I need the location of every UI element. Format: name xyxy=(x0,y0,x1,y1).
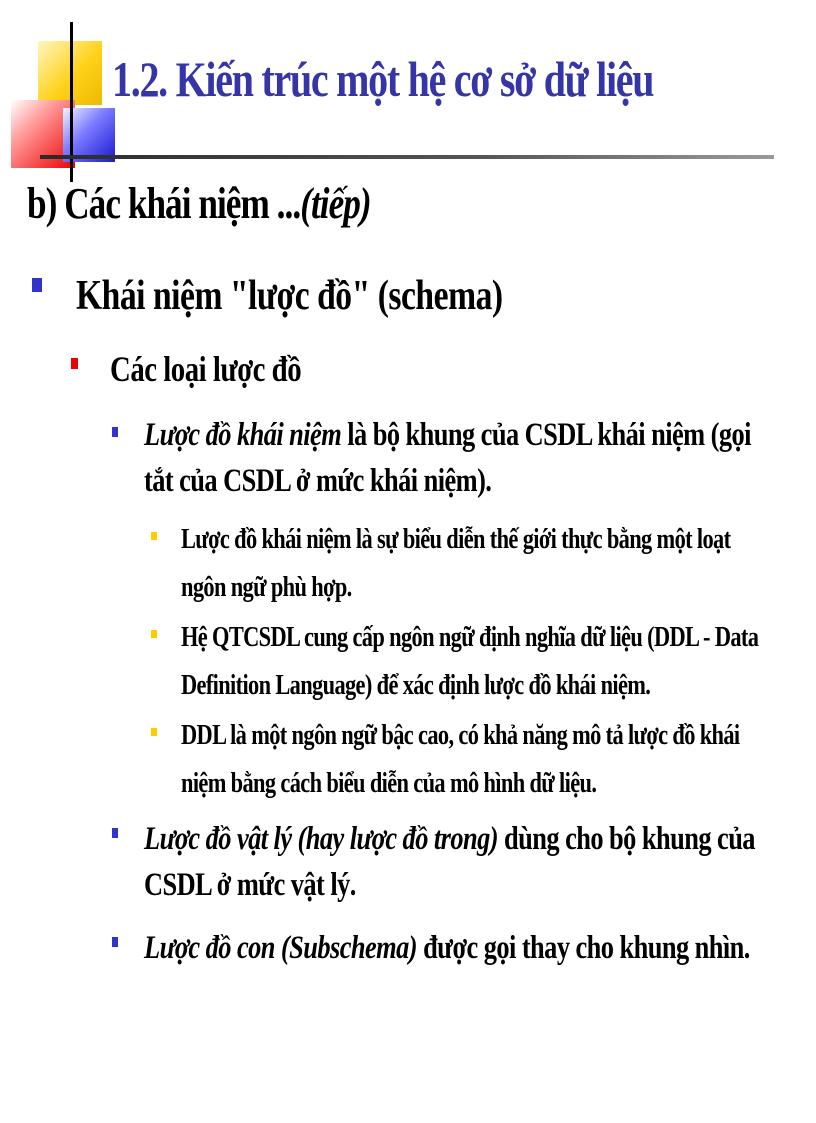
item-desc: là bộ khung của CSDL khái niệm (gọi tắt của CSDL ở mức khái niệm). xyxy=(144,417,751,499)
item-desc: dùng cho bộ khung của CSDL ở mức vật lý. xyxy=(144,821,755,903)
item-conceptual-schema xyxy=(144,412,768,504)
level4-bullet xyxy=(151,630,157,638)
subheading-main: b) Các khái niệm ... xyxy=(27,179,301,228)
level3-bullet xyxy=(112,427,118,437)
level2-text: Các loại lược đồ xyxy=(110,349,302,389)
level2-bullet xyxy=(71,358,78,369)
level4-bullet xyxy=(151,728,157,736)
item-subschema xyxy=(144,925,768,971)
subitem-3: DDL là một ngôn ngữ bậc cao, có khả năng mô tả lược đồ khái niệm bằng cách biểu diễn của mô hình dữ liệu. xyxy=(181,720,740,799)
item-term: Lược đồ vật lý (hay lược đồ trong) xyxy=(144,821,499,857)
level1-bullet xyxy=(32,278,42,292)
item-physical-schema xyxy=(144,816,768,908)
level4-bullet xyxy=(151,532,157,540)
subitem-1: Lược đồ khái niệm là sự biểu diễn thế giới thực bằng một loạt ngôn ngữ phù hợp. xyxy=(181,524,731,603)
item-term: Lược đồ con (Subschema) xyxy=(144,930,418,966)
level3-bullet xyxy=(112,828,118,838)
section-subheading xyxy=(27,180,371,228)
title-underline xyxy=(40,155,774,159)
level1-text: Khái niệm "lược đồ" (schema) xyxy=(76,273,503,319)
subheading-continued: (tiếp) xyxy=(300,179,371,228)
subitem-2: Hệ QTCSDL cung cấp ngôn ngữ định nghĩa dữ liệu (DDL - Data Definition Language) để xác định lược đồ khái niệm. xyxy=(181,622,759,701)
level3-bullet xyxy=(112,937,118,947)
item-desc: được gọi thay cho khung nhìn. xyxy=(417,930,750,966)
slide-title: 1.2. Kiến trúc một hệ cơ sở dữ liệu xyxy=(112,51,654,107)
item-term: Lược đồ khái niệm xyxy=(144,417,342,453)
